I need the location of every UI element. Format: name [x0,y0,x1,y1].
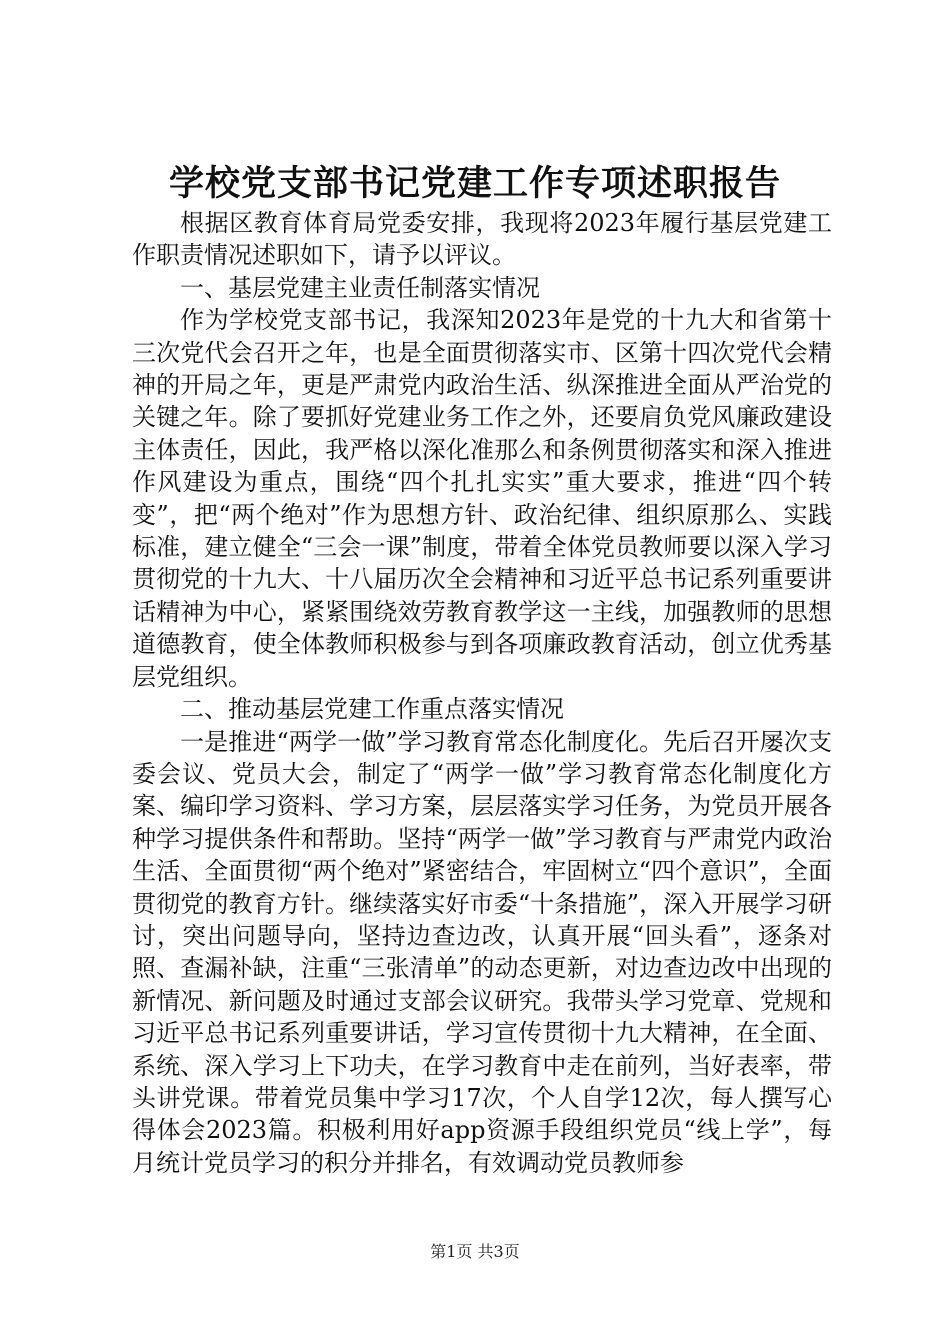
document-body [132,207,832,1179]
document-title: 学校党支部书记党建工作专项述职报告 [168,163,781,204]
page-number-footer: 第1页 共3页 [430,1242,520,1261]
section-heading-1: 一、基层党建主业责任制落实情况 [180,273,540,302]
paragraph-section-2: 一是推进“两学一做”学习教育常态化制度化。先后召开屡次支委会议、党员大会，制定了“两学一做”学习教育常态化制度化方案、编印学习资料、学习方案，层层落实学习任务，为党员开展各种学习提供条件和帮助。坚持“两学一做”学习教育与严肃党内政治生活、全面贯彻“两个绝对”紧密结合，牢固树立“四个意识”，全面贯彻党的教育方针。继续落实好市委“十条措施”，深入开展学习研讨，突出问题导向，坚持边查边改，认真开展“回头看”，逐条对照、查漏补缺，注重“三张清单”的动态更新，对边查边改中出现的新情况、新问题及时通过支部会议研究。我带头学习党章、党规和习近平总书记系列重要讲话，学习宣传贯彻十九大精神，在全面、系统、深入学习上下功夫，在学习教育中走在前列，当好表率，带头讲党课。带着党员集中学习17次，个人自学12次，每人撰写心得体会2023篇。积极利用好app资源手段组织党员“线上学”，每月统计党员学习的积分并排名，有效调动党员教师参 [132,727,832,1177]
paragraph-intro: 根据区教育体育局党委安排，我现将2023年履行基层党建工作职责情况述职如下，请予以评议。 [132,209,832,270]
section-heading-2: 二、推动基层党建工作重点落实情况 [180,695,564,724]
paragraph-section-1: 作为学校党支部书记，我深知2023年是党的十九大和省第十三次党代会召开之年，也是全面贯彻落实市、区第十四次党代会精神的开局之年，更是严肃党内政治生活、纵深推进全面从严治党的关键之年。除了要抓好党建业务工作之外，还要肩负党风廉政建设主体责任，因此，我严格以深化准那么和条例贯彻落实和深入推进作风建设为重点，围绕“四个扎扎实实”重大要求，推进“四个转变”，把“两个绝对”作为思想方针、政治纪律、组织原那么、实践标准，建立健全“三会一课”制度，带着全体党员教师要以深入学习贯彻党的十九大、十八届历次全会精神和习近平总书记系列重要讲话精神为中心，紧紧围绕效劳教育教学这一主线，加强教师的思想道德教育，使全体教师积极参与到各项廉政教育活动，创立优秀基层党组织。 [132,306,832,691]
